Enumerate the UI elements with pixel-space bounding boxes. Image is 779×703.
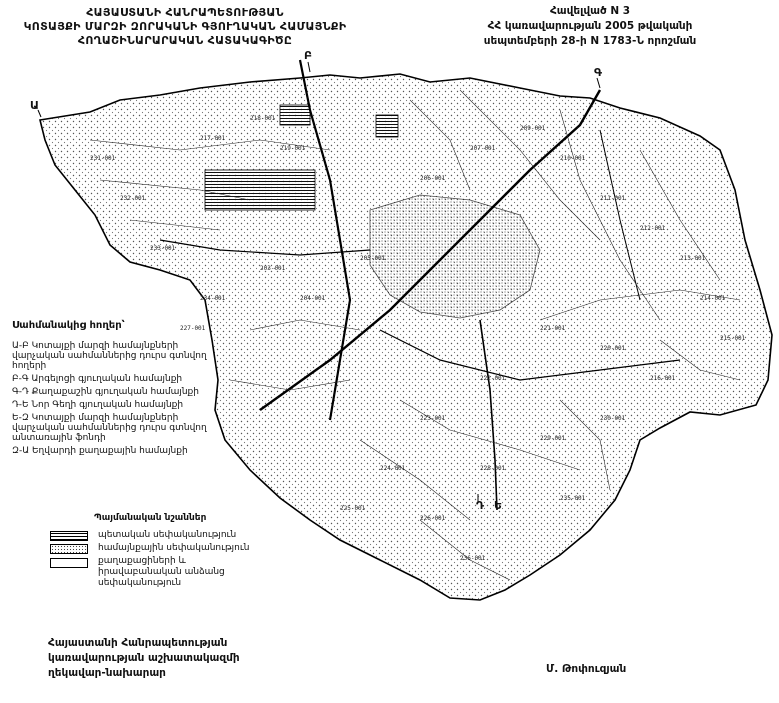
marker-g: Գ: [594, 66, 603, 79]
parcel-code: 217-001: [200, 135, 226, 142]
parcel-code: 223-001: [420, 415, 446, 422]
hatch-swatch-icon: [50, 531, 88, 541]
parcel-code: 207-001: [470, 145, 496, 152]
footer-line-2: կառավարության աշխատակազմի: [48, 652, 240, 664]
hatched-block: [376, 115, 398, 137]
parcel-code: 209-001: [520, 125, 546, 132]
header-line-1: ՀԱՅԱՍՏԱՆԻ ՀԱՆՐԱՊԵՏՈՒԹՅԱՆ: [86, 6, 284, 19]
parcel-code: 235-001: [560, 495, 586, 502]
appendix-line-3: սեպտեմբերի 28-ի N 1783-Ն որոշման: [483, 35, 697, 47]
parcel-code: 215-001: [720, 335, 746, 342]
footer-line-3: ղեկավար-նախարար: [48, 667, 166, 679]
boundary-item: Ե-Զ Կոտայքի մարզի համայնքների վարչական սահմաններից դուրս գտնվող անտառային ֆոնդի: [12, 413, 207, 443]
hatched-block: [205, 170, 315, 210]
boundary-item: Բ-Գ Արգելոցի գյուղական համայնքի: [12, 374, 183, 384]
parcel-code: 203-001: [260, 265, 286, 272]
boundary-title: Սահմանակից հողեր՝: [12, 320, 125, 331]
parcel-code: 229-001: [540, 435, 566, 442]
boundary-item: Գ-Դ Քաղաքաշին գյուղական համայնքի: [12, 387, 199, 397]
signatory-name: Մ. Թոփուզյան: [546, 663, 627, 675]
parcel-code: 232-001: [120, 195, 146, 202]
legend-row: [50, 556, 300, 589]
marker-a: Ա: [30, 99, 39, 112]
boundary-item: Դ-Ե Նոր Գեղի գյուղական համայնքի: [12, 400, 184, 410]
parcel-code: 226-001: [420, 515, 446, 522]
parcel-code: 204-001: [300, 295, 326, 302]
header-line-2: ԿՈՏԱՅՔԻ ՄԱՐԶԻ ԶՈՐԱԿԱՆԻ ԳՅՈՒՂԱԿԱՆ ՀԱՄԱՅՆՔԻ: [23, 20, 347, 33]
parcel-code: 205-001: [360, 255, 386, 262]
parcel-code: 218-001: [250, 115, 276, 122]
parcel-code: 236-001: [460, 555, 486, 562]
parcel-code: 213-001: [680, 255, 706, 262]
parcel-code: 219-001: [280, 145, 306, 152]
footer-line-1: Հայաստանի Հանրապետության: [48, 637, 228, 649]
boundary-item: Ա-Բ Կոտայքի մարզի համայնքների վարչական սահմաններից դուրս գտնվող հողերի: [12, 341, 207, 371]
legend-label: պետական սեփականություն: [98, 530, 237, 540]
legend-label: քաղաքացիների և իրավաբանական անձանց սեփականություն: [98, 556, 225, 588]
parcel-code: 206-001: [420, 175, 446, 182]
legend-row: [50, 530, 300, 541]
parcel-code: 222-001: [480, 375, 506, 382]
legend-label: համայնքային սեփականություն: [98, 543, 250, 553]
parcel-code: 228-001: [480, 465, 506, 472]
parcel-code: 216-001: [650, 375, 676, 382]
marker-b: Բ: [304, 49, 313, 62]
parcel-code: 233-001: [150, 245, 176, 252]
parcel-code: 211-001: [600, 195, 626, 202]
map-header: [20, 6, 350, 48]
boundary-item: Զ-Ա Եղվարդի քաղաքային համայնքի: [12, 446, 188, 456]
dot-swatch-icon: [50, 544, 88, 554]
boundary-section: [12, 320, 227, 456]
parcel-code: 234-001: [200, 295, 226, 302]
appendix-line-2: ՀՀ կառավարության 2005 թվականի: [487, 20, 693, 32]
parcel-code: 225-001: [340, 505, 366, 512]
appendix-line-1: Հավելված N 3: [549, 5, 631, 17]
appendix-block: [480, 4, 700, 49]
parcel-code: 230-001: [600, 415, 626, 422]
parcel-code: 220-001: [600, 345, 626, 352]
signatory-block: [48, 636, 298, 681]
legend-row: [50, 543, 300, 554]
hatched-block: [280, 105, 310, 125]
header-line-3: ՀՈՂԱՇԻՆԱՐԱՐԱԿԱՆ ՀԱՏԱԿԱԳԻԾԸ: [77, 34, 293, 47]
marker-e: Ե: [494, 499, 503, 512]
legend-title: Պայմանական նշաններ: [94, 513, 207, 523]
parcel-code: 227-001: [180, 325, 206, 332]
legend: [50, 513, 300, 589]
parcel-code: 210-001: [560, 155, 586, 162]
marker-d: Դ: [476, 499, 485, 512]
parcel-code: 212-001: [640, 225, 666, 232]
blank-swatch-icon: [50, 558, 88, 568]
parcel-code: 224-001: [380, 465, 406, 472]
parcel-code: 231-001: [90, 155, 116, 162]
parcel-code: 214-001: [700, 295, 726, 302]
parcel-code: 221-001: [540, 325, 566, 332]
